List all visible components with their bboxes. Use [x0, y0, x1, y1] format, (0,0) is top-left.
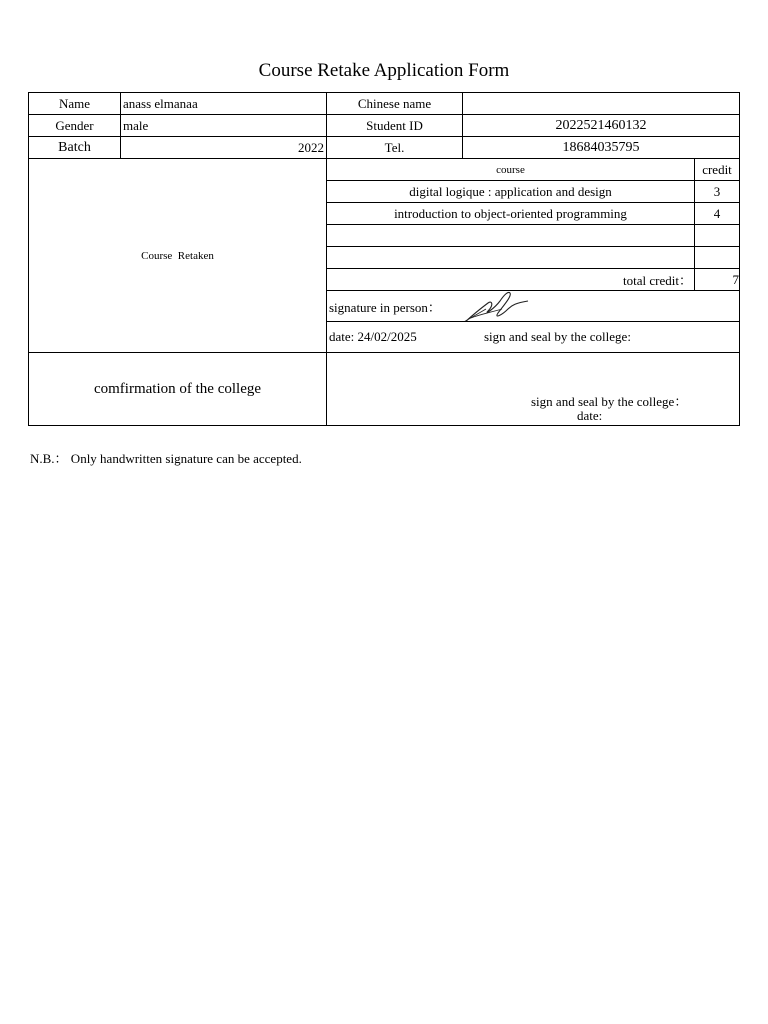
confirmation-cell[interactable]	[327, 353, 740, 426]
course-name[interactable]: introduction to object-oriented programming	[327, 203, 695, 225]
application-form-table	[28, 92, 740, 426]
row-batch	[29, 137, 740, 159]
handwritten-signature	[458, 291, 530, 322]
gender-value[interactable]: male	[121, 115, 327, 137]
chinese-name-label: Chinese name	[327, 93, 463, 115]
confirmation-sign-label: sign and seal by the college：	[531, 394, 688, 409]
course-credit[interactable]	[695, 247, 740, 269]
course-name[interactable]	[327, 247, 695, 269]
chinese-name-value[interactable]	[463, 93, 740, 115]
confirmation-date-label: date:	[577, 408, 603, 423]
row-gender	[29, 115, 740, 137]
name-value[interactable]: anass elmanaa	[121, 93, 327, 115]
student-id-label: Student ID	[327, 115, 463, 137]
total-credit-value[interactable]: 7	[695, 269, 740, 291]
form-title: Course Retake Application Form	[258, 60, 510, 81]
confirmation-label: comfirmation of the college	[29, 353, 327, 426]
date-label[interactable]: date: 24/02/2025	[329, 329, 417, 344]
signature-label: signature in person：	[329, 299, 441, 315]
tel-value[interactable]: 18684035795	[463, 137, 740, 159]
course-column-header: course	[327, 159, 695, 181]
name-label: Name	[29, 93, 121, 115]
gender-label: Gender	[29, 115, 121, 137]
row-course-header	[29, 159, 740, 181]
batch-label: Batch	[29, 137, 121, 159]
student-id-value[interactable]: 2022521460132	[463, 115, 740, 137]
row-name	[29, 93, 740, 115]
course-credit[interactable]: 4	[695, 203, 740, 225]
tel-label: Tel.	[327, 137, 463, 159]
course-name[interactable]	[327, 225, 695, 247]
batch-value[interactable]: 2022	[121, 137, 327, 159]
course-credit[interactable]: 3	[695, 181, 740, 203]
course-retaken-label: Course Retaken	[29, 159, 327, 353]
signature-cell[interactable]	[327, 291, 740, 322]
college-sign-label: sign and seal by the college:	[484, 329, 631, 344]
date-cell	[327, 322, 740, 353]
total-credit-label: total credit：	[327, 269, 695, 291]
credit-column-header: credit	[695, 159, 740, 181]
course-credit[interactable]	[695, 225, 740, 247]
course-name[interactable]: digital logique : application and design	[327, 181, 695, 203]
row-confirmation	[29, 353, 740, 426]
footnote: N.B.： Only handwritten signature can be accepted.	[30, 451, 302, 466]
